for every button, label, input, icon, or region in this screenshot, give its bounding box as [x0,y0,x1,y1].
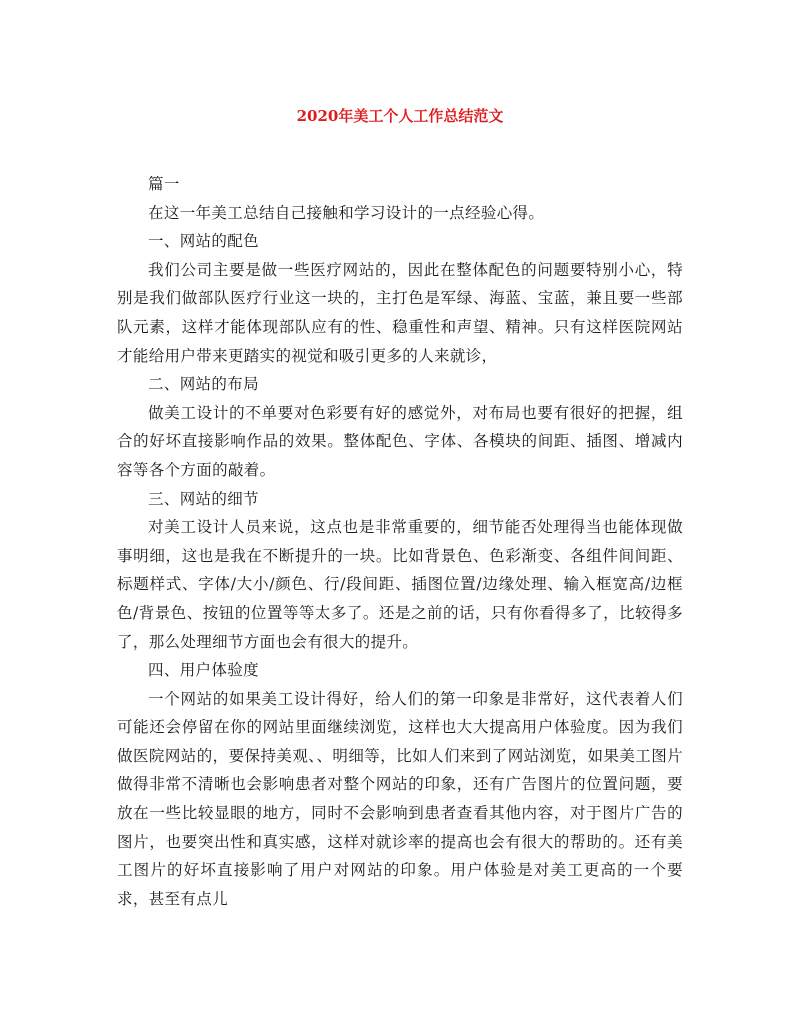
heading-layout: 二、网站的布局 [148,375,259,394]
paragraph-layout: 做美工设计的不单要对色彩要有好的感觉外，对布局也要有很好的把握，组合的好坏直接影响作品的效果。整体配色、字体、各模块的间距、插图、增减内容等各个方面的敲着。 [117,403,683,479]
intro-paragraph: 在这一年美工总结自己接触和学习设计的一点经验心得。 [148,203,545,222]
heading-user-experience: 四、用户体验度 [148,661,259,680]
paragraph-user-experience: 一个网站的如果美工设计得好，给人们的第一印象是非常好，这代表着人们可能还会停留在你的网站里面继续浏览，这样也大大提高用户体验度。因为我们做医院网站的，要保持美观、、明细等，比如人们来到了网站浏览，如果美工图片做得非常不清晰也会影响患者对整个网站的印象，还有广告图片的位置问题，要放在一些比较显眼的地方，同时不会影响到患者查看其他内容，对于图片广告的图片，也要突出性和真实感，这样对就诊率的提高也会有很大的帮助的。还有美工图片的好坏直接影响了用户对网站的印象。用户体验是对美工更高的一个要求，甚至有点儿 [117,689,683,908]
section-label: 篇一 [148,175,180,193]
paragraph-details: 对美工设计人员来说，这点也是非常重要的，细节能否处理得当也能体现做事明细，这也是我在不断提升的一块。比如背景色、色彩渐变、各组件间间距、标题样式、字体/大小/颜色、行/段间距、插图位置/边缘处理、输入框宽高/边框色/背景色、按钮的位置等等太多了。还是之前的话，只有你看得多了，比较得多了，那么处理细节方面也会有很大的提升。 [117,518,683,651]
heading-details: 三、网站的细节 [148,489,259,508]
heading-color-scheme: 一、网站的配色 [148,232,259,251]
paragraph-color-scheme: 我们公司主要是做一些医疗网站的，因此在整体配色的问题要特别小心，特别是我们做部队医疗行业这一块的，主打色是军绿、海蓝、宝蓝，兼且要一些部队元素，这样才能体现部队应有的性、稳重性和声望、精神。只有这样医院网站才能给用户带来更踏实的视觉和吸引更多的人来就诊， [117,260,683,365]
document-body [117,170,683,913]
document-title: 2020年美工个人工作总结范文 [296,107,504,125]
